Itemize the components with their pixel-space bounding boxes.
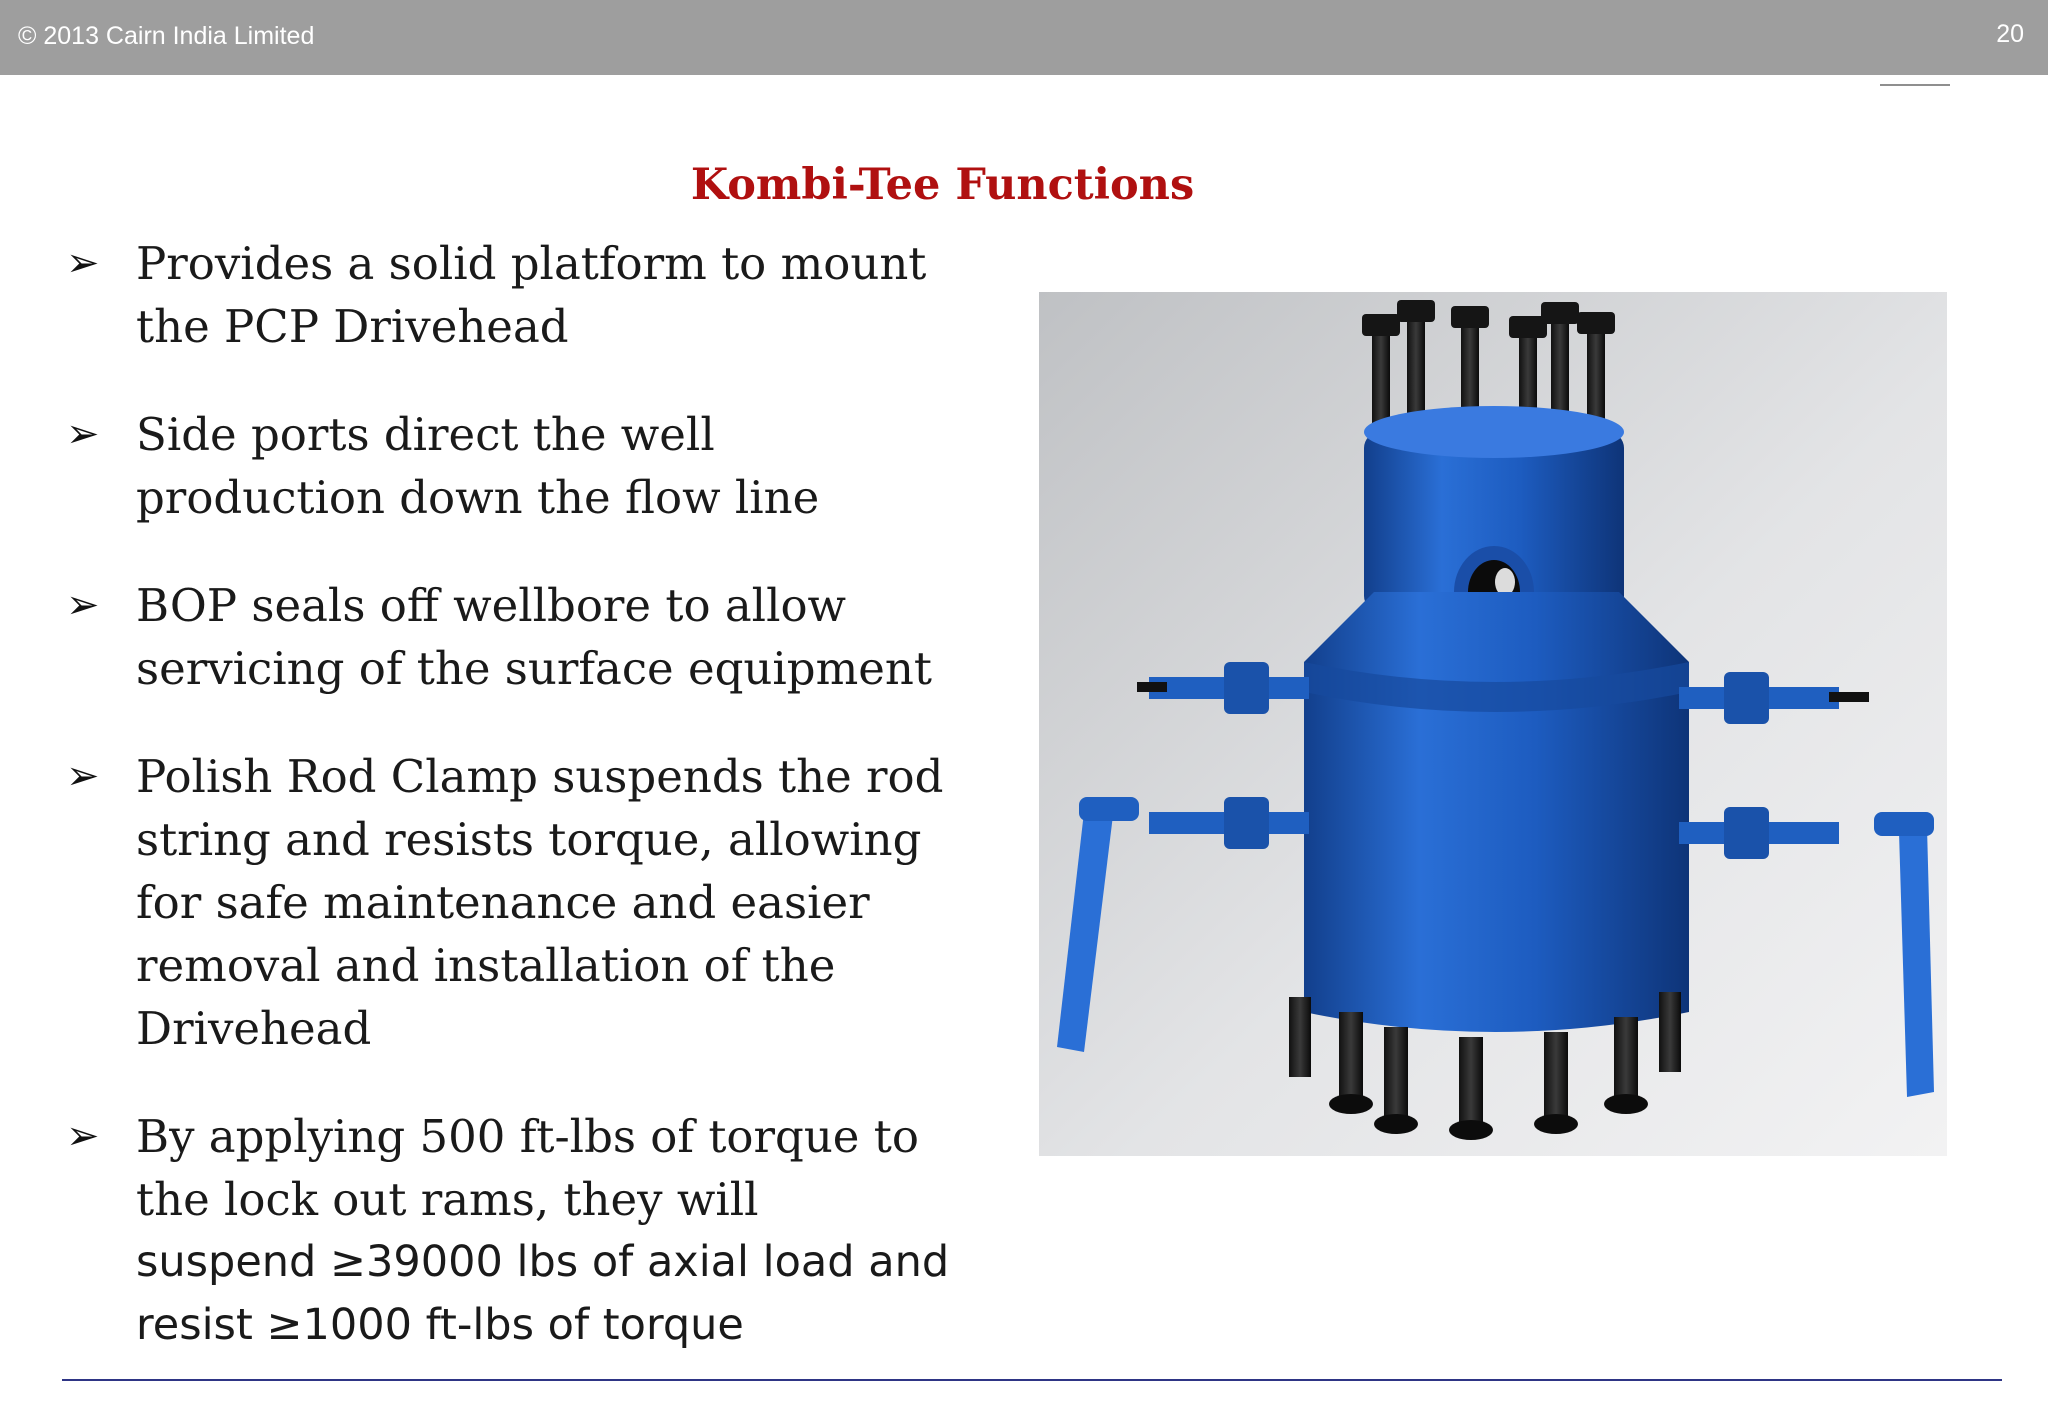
bullet-line: Side ports direct the well [136, 408, 715, 461]
bullet-item [66, 745, 966, 1060]
bullet-line: production down the flow line [136, 471, 820, 524]
bullet-line: for safe maintenance and easier [136, 876, 870, 929]
bullet-line: the PCP Drivehead [136, 300, 569, 353]
bullet-line: removal and installation of the [136, 939, 836, 992]
bullet-item [66, 232, 966, 358]
arrow-bullet-icon: ➢ [66, 1113, 100, 1159]
page-number: 20 [1996, 20, 2024, 48]
bullet-line: Provides a solid platform to mount [136, 237, 927, 290]
bullet-line: By applying 500 ft-lbs of torque to [136, 1110, 919, 1163]
arrow-bullet-icon: ➢ [66, 753, 100, 799]
bullet-item [66, 1105, 966, 1357]
bullet-item [66, 574, 966, 700]
arrow-bullet-icon: ➢ [66, 411, 100, 457]
kombi-tee-photo [1039, 292, 1947, 1156]
bullet-list [66, 232, 966, 1402]
slide-title: Kombi-Tee Functions [690, 160, 1195, 210]
bullet-item [66, 403, 966, 529]
header-bar [0, 0, 2048, 75]
bullet-line: string and resists torque, allowing [136, 813, 922, 866]
arrow-bullet-icon: ➢ [66, 582, 100, 628]
bullet-line: the lock out rams, they will [136, 1173, 759, 1226]
bullet-line: resist ≥1000 ft-lbs of torque [136, 1300, 744, 1350]
bullet-line: servicing of the surface equipment [136, 642, 932, 695]
arrow-bullet-icon: ➢ [66, 240, 100, 286]
bullet-line: suspend ≥39000 lbs of axial load and [136, 1237, 950, 1287]
copyright-text: © 2013 Cairn India Limited [18, 22, 315, 50]
bullet-line: Polish Rod Clamp suspends the rod [136, 750, 944, 803]
bullet-line: BOP seals off wellbore to allow [136, 579, 847, 632]
footer-rule [62, 1379, 2002, 1381]
bullet-line: Drivehead [136, 1002, 372, 1055]
header-divider-mark [1880, 84, 1950, 86]
